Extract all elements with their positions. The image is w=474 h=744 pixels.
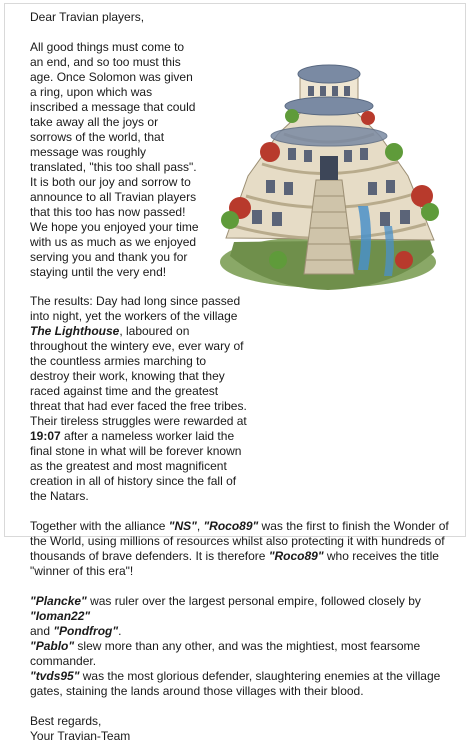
results-text-1: The results: Day had long since passed into night, yet the workers of the village — [30, 294, 241, 323]
ruler-text: was ruler over the largest personal empire, followed closely by — [86, 594, 421, 608]
winner-name-again: "Roco89" — [268, 549, 324, 563]
alliance-paragraph — [30, 519, 458, 579]
defender-name: "tvds95" — [30, 669, 80, 683]
greeting: Dear Travian players, — [30, 10, 145, 24]
results-text-2: , laboured on throughout the wintery eve, ever wary of the countless armies marching to destroy their work, knowing that they raced against time and the greatest threat that had ever faced the free tribes. Their tireless struggles were rewarded at — [30, 324, 247, 428]
signature: Your Travian-Team — [30, 729, 131, 743]
attacker-ranking — [30, 639, 458, 669]
defender-text: was the most glorious defender, slaughtering enemies at the village gates, staining the lands around those villages with their blood. — [30, 669, 441, 698]
period: . — [118, 624, 122, 638]
village-name: The Lighthouse — [30, 324, 120, 338]
defender-ranking — [30, 669, 458, 699]
results-text-3: after a nameless worker laid the final stone in what will be forever known as the greatest and most magnificent creation in all of history since the fall of the Natars. — [30, 429, 242, 503]
ruler-ranking — [30, 594, 458, 639]
alliance-text-4: who receives the title "winner of this era"! — [30, 549, 439, 578]
alliance-name: "NS" — [168, 519, 197, 533]
attacker-name: "Pablo" — [30, 639, 75, 653]
alliance-text-3: was the first to finish the Wonder of the World, using millions of resources whilst also protecting it with hundreds of thousands of brave defenders. It is therefore — [30, 519, 449, 563]
finish-time: 19:07 — [30, 429, 61, 443]
sign-off: Best regards, — [30, 714, 102, 728]
winner-name: "Roco89" — [203, 519, 259, 533]
announcement-letter — [30, 10, 458, 744]
second-ruler-name: "Ioman22" — [30, 609, 91, 623]
attacker-text: slew more than any other, and was the mightiest, most fearsome commander. — [30, 639, 421, 668]
and-text: and — [30, 624, 54, 638]
intro-paragraph: All good things must come to an end, and so too must this age. Once Solomon was given a ring, upon which was inscribed a message that could take away all the joys or sorrows of the world, that message was roughly translated, "this too shall pass". It is both our joy and sorrow to announce to all Travian players that this too has now passed! We hope you enjoyed your time with us as much as we enjoyed serving you and thank you for staying until the very end! — [30, 40, 199, 279]
ruler-name: "Plancke" — [30, 594, 87, 608]
results-paragraph — [30, 294, 248, 504]
third-ruler-name: "Pondfrog" — [53, 624, 119, 638]
alliance-text-1: Together with the alliance — [30, 519, 169, 533]
alliance-text-2: , — [196, 519, 204, 533]
